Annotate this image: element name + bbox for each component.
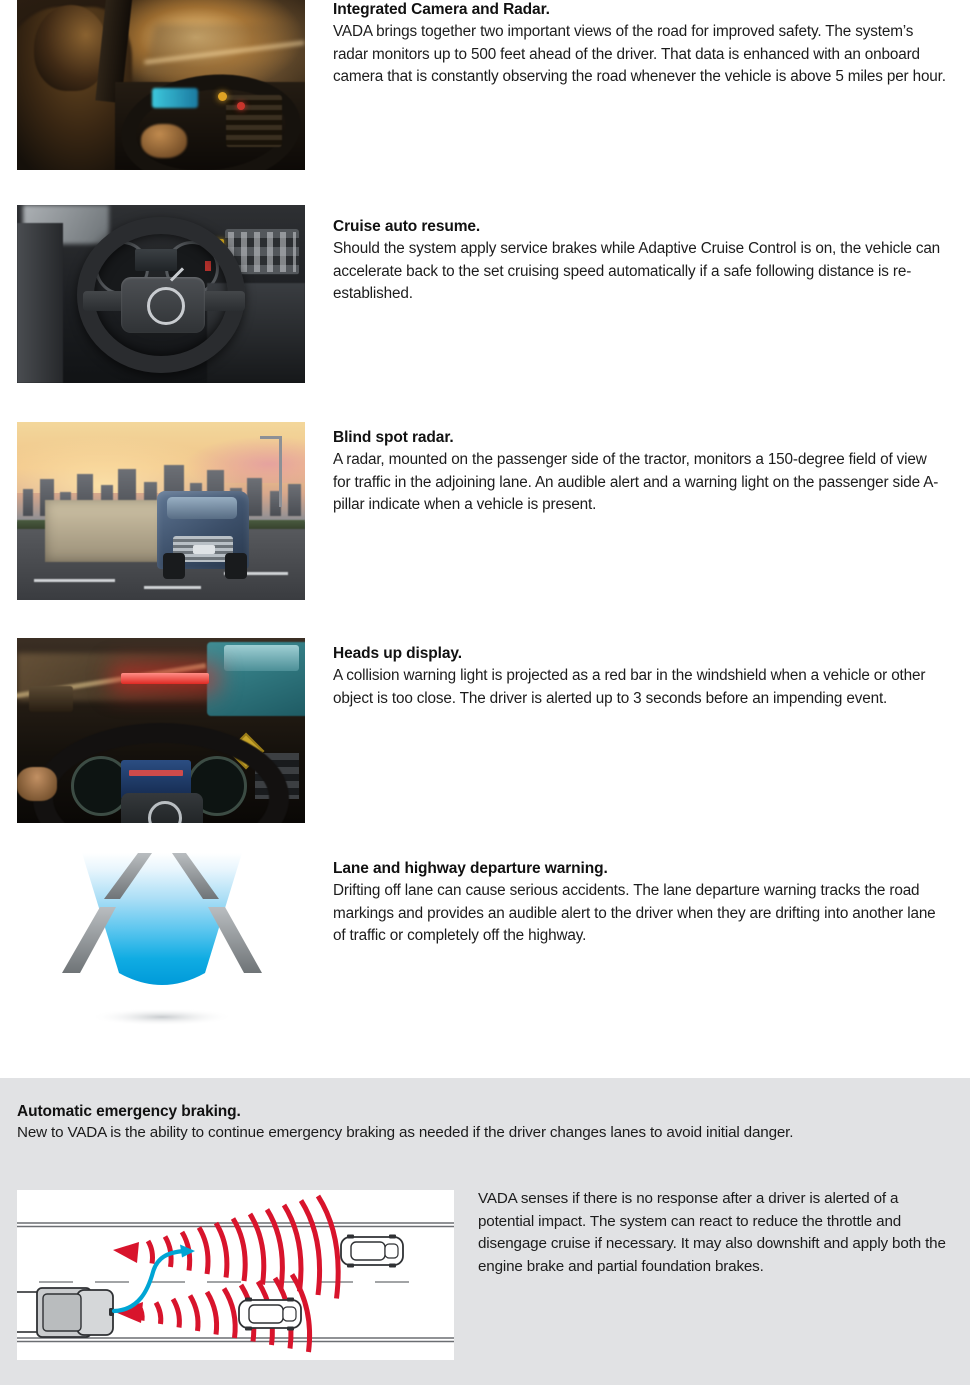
night-cab-illustration	[17, 0, 305, 170]
pickup-window	[224, 645, 299, 671]
feature-body: VADA brings together two important views of the road for improved safety. The system’s radar monitors up to 500 feet ahead of the driver. That data is enhanced with an onboard camera that is constantly observing the road whenever the vehicle is above 5 miles per hour.	[333, 23, 946, 86]
lane-departure-icon-art	[42, 845, 282, 1035]
volvo-steering-wheel-dashboard-photo	[17, 205, 305, 383]
feature-row-integrated-camera-and-radar	[0, 0, 970, 192]
emergency-braking-lane-change-radar-diagram	[17, 1190, 454, 1360]
car-top-view-far	[341, 1235, 403, 1268]
panel-title: Automatic emergency braking.	[17, 1103, 241, 1120]
feature-title: Integrated Camera and Radar.	[333, 1, 550, 18]
heads-up-display-red-warning-bar-photo	[17, 638, 305, 823]
feature-row-blind-spot-radar	[0, 422, 970, 627]
instrument-cluster-glow	[152, 88, 198, 108]
feature-body: A radar, mounted on the passenger side of the tractor, monitors a 150-degree field of view for traffic in the adjoining lane. An audible alert and a warning light on the passenger side A-pillar indicate when a vehicle is present.	[333, 451, 939, 514]
hud-view-illustration	[17, 638, 305, 823]
feature-text-heads-up-display	[333, 644, 948, 710]
feature-text-cruise-auto-resume	[333, 217, 948, 306]
feature-row-lane-and-highway-departure-warning	[0, 845, 970, 1045]
feature-title: Heads up display.	[333, 645, 462, 662]
panel-heading-block	[17, 1101, 917, 1144]
truck-top-view	[17, 1288, 114, 1337]
front-wheel-left	[163, 553, 185, 579]
feature-row-cruise-auto-resume	[0, 205, 970, 410]
switch-panel	[226, 95, 282, 147]
panel-body: New to VADA is the ability to continue emergency braking as needed if the driver changes lanes to avoid initial danger.	[17, 1124, 794, 1141]
feature-body: Should the system apply service brakes while Adaptive Cruise Control is on, the vehicle can accelerate back to the set cruising speed automatically if a safe following distance is re-established.	[333, 240, 941, 303]
feature-text-lane-and-highway-departure-warning	[333, 859, 948, 948]
feature-title: Cruise auto resume.	[333, 218, 481, 235]
driver-hand	[17, 767, 57, 801]
feature-body: Drifting off lane can cause serious accidents. The lane departure warning tracks the road markings and provides an audible alert to the driver when they are drifting into another lane of traffic or completely off the highway.	[333, 882, 936, 945]
feature-text-blind-spot-radar	[333, 428, 948, 517]
volvo-logo-icon	[193, 545, 215, 554]
feature-text-integrated-camera-and-radar	[333, 0, 948, 89]
braking-diagram-svg	[17, 1190, 454, 1360]
highway-truck-illustration	[17, 422, 305, 600]
hud-red-warning-bar	[121, 673, 209, 684]
car-top-view-near	[239, 1298, 301, 1331]
feature-row-heads-up-display	[0, 638, 970, 838]
volvo-logo-icon	[147, 287, 185, 325]
front-wheel-right	[225, 553, 247, 579]
feature-title: Lane and highway departure warning.	[333, 860, 608, 877]
lane-departure-svg	[42, 845, 282, 1035]
trailer	[45, 500, 167, 562]
door-panel	[17, 223, 63, 383]
wheel-spoke-right	[199, 291, 245, 311]
side-mirror	[29, 686, 73, 712]
feature-title: Blind spot radar.	[333, 429, 454, 446]
volvo-truck-highway-city-skyline-photo	[17, 422, 305, 600]
truck-driver-night-cab-photo	[17, 0, 305, 170]
steering-wheel-illustration	[17, 205, 305, 383]
truck-windshield	[167, 497, 237, 519]
automatic-emergency-braking-panel	[0, 1078, 970, 1385]
street-lamp-pole	[279, 436, 282, 507]
emergency-braking-side-text: VADA senses if there is no response after a driver is alerted of a potential impact. The system can react to reduce the throttle and disengage cruise if necessary. It may also downshift and apply both the engine brake and partial foundation brakes.	[478, 1190, 946, 1275]
red-indicator-icon	[237, 102, 245, 110]
amber-indicator-icon	[218, 92, 227, 101]
feature-body: A collision warning light is projected as a red bar in the windshield when a vehicle or other object is too close. The driver is alerted up to 3 seconds before an impending event.	[333, 667, 926, 707]
lane-departure-warning-icon	[42, 845, 282, 1040]
driver-hand	[141, 124, 187, 158]
windshield-road	[144, 24, 305, 75]
